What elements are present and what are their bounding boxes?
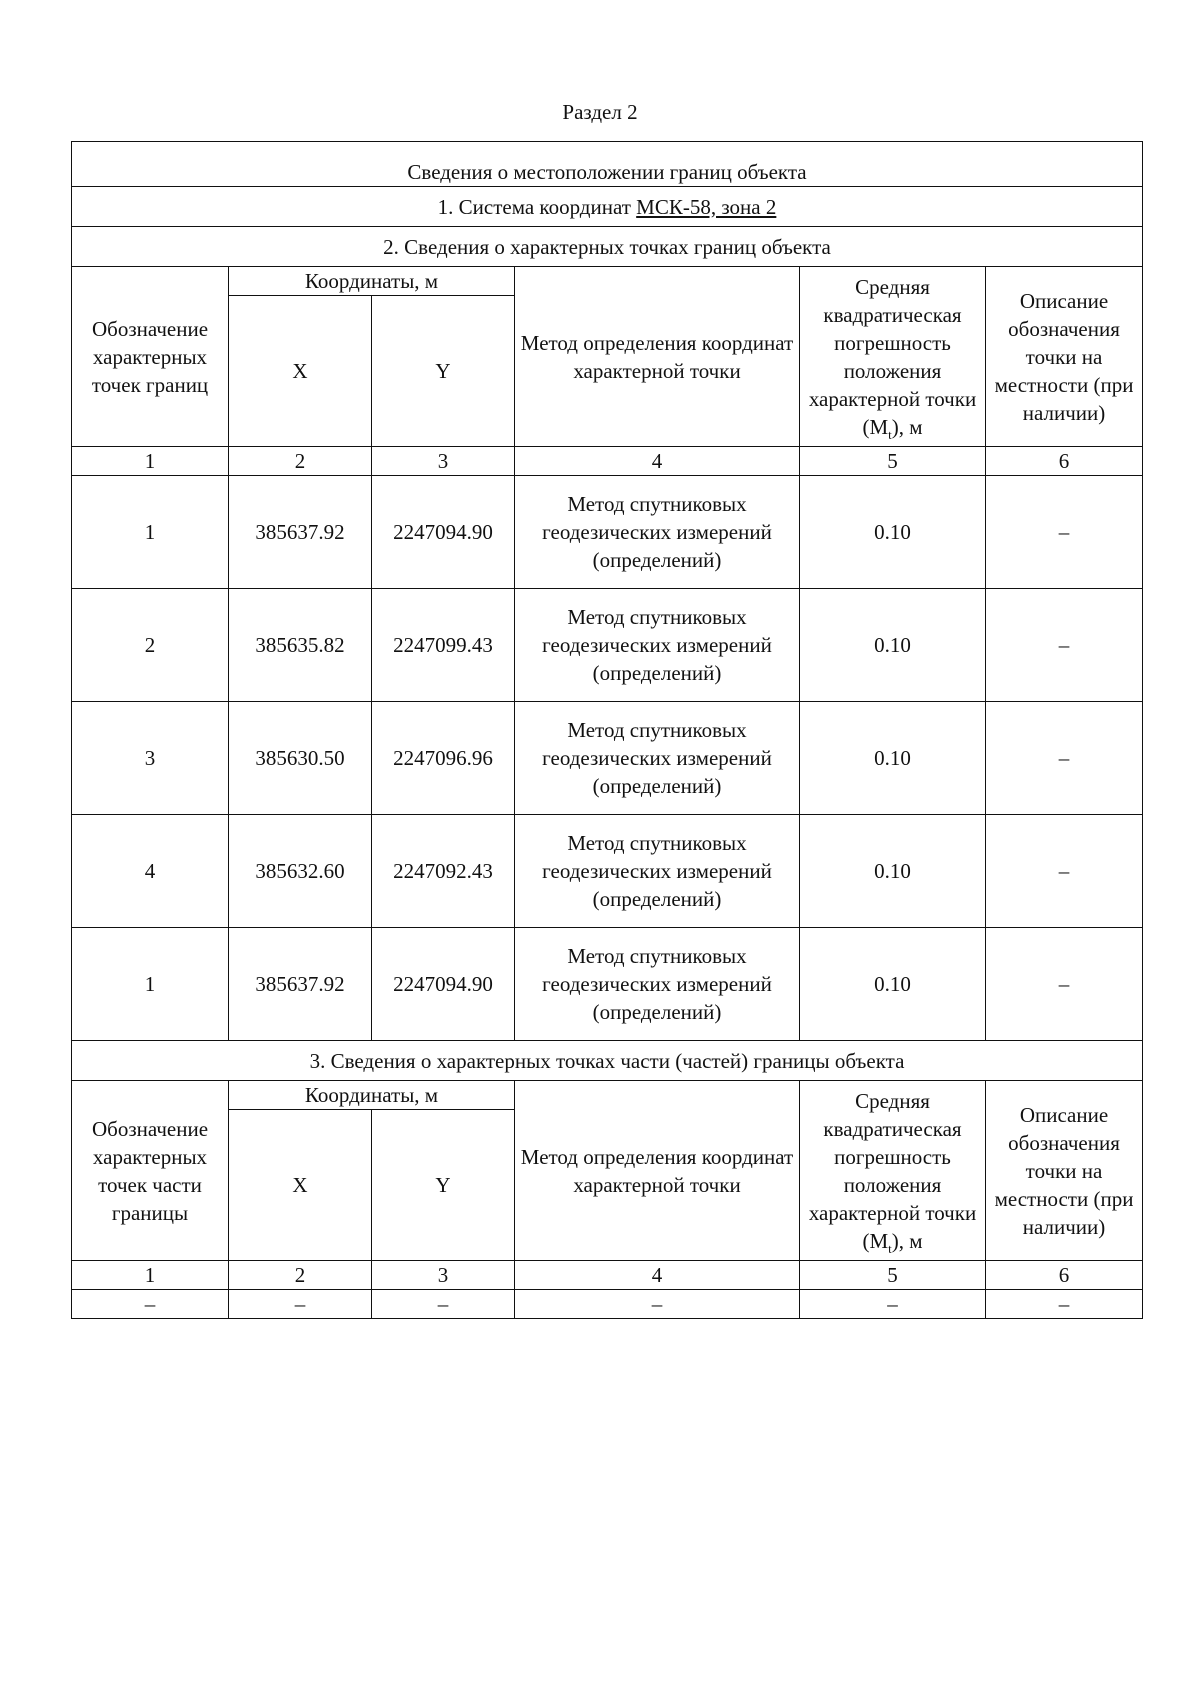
- cell-y: –: [372, 1290, 515, 1319]
- section2-header-designation: Обозначение характерных точек границ: [72, 267, 229, 447]
- cell-y: 2247094.90: [372, 476, 515, 589]
- cell-x: 385630.50: [229, 702, 372, 815]
- table-row: [72, 1290, 1143, 1319]
- error-label: Средняя квадратическая погрешность положения характерной точки (M: [808, 1088, 977, 1253]
- error-subscript: t: [888, 1240, 892, 1256]
- section2-header-coordinates: Координаты, м: [229, 267, 515, 296]
- table-row: [72, 928, 1143, 1041]
- cell-error: 0.10: [800, 476, 986, 589]
- column-number: 5: [800, 1261, 986, 1290]
- cell-description: –: [986, 815, 1143, 928]
- cell-error: 0.10: [800, 928, 986, 1041]
- cell-point: 3: [72, 702, 229, 815]
- cell-y: 2247094.90: [372, 928, 515, 1041]
- column-number: 3: [372, 447, 515, 476]
- section3-header-method: Метод определения координат характерной точки: [515, 1081, 800, 1261]
- section3-header-x: X: [229, 1110, 372, 1261]
- error-subscript: t: [888, 426, 892, 442]
- cell-point: 4: [72, 815, 229, 928]
- column-number: 1: [72, 1261, 229, 1290]
- cell-method: –: [515, 1290, 800, 1319]
- section2-header-x: X: [229, 296, 372, 447]
- cell-error: 0.10: [800, 702, 986, 815]
- cell-x: 385635.82: [229, 589, 372, 702]
- page-title: Раздел 2: [562, 100, 638, 124]
- section3-header-description: Описание обозначения точки на местности (при наличии): [986, 1081, 1143, 1261]
- section2-title: 2. Сведения о характерных точках границ объекта: [72, 227, 1143, 267]
- section3-header-y: Y: [372, 1110, 515, 1261]
- table-row: [72, 702, 1143, 815]
- column-number: 5: [800, 447, 986, 476]
- table-row: [72, 815, 1143, 928]
- cell-description: –: [986, 476, 1143, 589]
- cell-method: Метод спутниковых геодезических измерений (определений): [515, 702, 800, 815]
- cell-point: 1: [72, 476, 229, 589]
- cell-error: 0.10: [800, 815, 986, 928]
- column-number: 4: [515, 447, 800, 476]
- error-unit: ), м: [891, 414, 923, 439]
- section2-header-method: Метод определения координат характерной точки: [515, 267, 800, 447]
- cell-method: Метод спутниковых геодезических измерений (определений): [515, 815, 800, 928]
- cell-description: –: [986, 702, 1143, 815]
- cell-x: 385637.92: [229, 476, 372, 589]
- cell-x: 385637.92: [229, 928, 372, 1041]
- column-number: 3: [372, 1261, 515, 1290]
- cell-x: 385632.60: [229, 815, 372, 928]
- coordinate-system-value: МСК-58, зона 2: [636, 194, 777, 219]
- section2-header-y: Y: [372, 296, 515, 447]
- column-number: 6: [986, 447, 1143, 476]
- column-number: 2: [229, 447, 372, 476]
- cell-y: 2247092.43: [372, 815, 515, 928]
- error-label: Средняя квадратическая погрешность положения характерной точки (M: [808, 274, 977, 439]
- coordinate-system-label: 1. Система координат: [437, 194, 637, 219]
- cell-point: 2: [72, 589, 229, 702]
- section3-header-coordinates: Координаты, м: [229, 1081, 515, 1110]
- table-row: [72, 589, 1143, 702]
- boundary-table: [71, 141, 1143, 1319]
- column-number: 2: [229, 1261, 372, 1290]
- cell-description: –: [986, 1290, 1143, 1319]
- section3-header-designation: Обозначение характерных точек части границы: [72, 1081, 229, 1261]
- coordinate-system-row: [72, 187, 1143, 227]
- cell-description: –: [986, 928, 1143, 1041]
- cell-y: 2247099.43: [372, 589, 515, 702]
- cell-x: –: [229, 1290, 372, 1319]
- error-unit: ), м: [891, 1228, 923, 1253]
- section3-title: 3. Сведения о характерных точках части (частей) границы объекта: [72, 1041, 1143, 1081]
- cell-method: Метод спутниковых геодезических измерений (определений): [515, 589, 800, 702]
- cell-y: 2247096.96: [372, 702, 515, 815]
- table-title: Сведения о местоположении границ объекта: [72, 142, 1143, 187]
- cell-point: –: [72, 1290, 229, 1319]
- column-number: 6: [986, 1261, 1143, 1290]
- section3-header-error: [800, 1081, 986, 1261]
- cell-error: 0.10: [800, 589, 986, 702]
- cell-error: –: [800, 1290, 986, 1319]
- cell-point: 1: [72, 928, 229, 1041]
- cell-description: –: [986, 589, 1143, 702]
- cell-method: Метод спутниковых геодезических измерений (определений): [515, 928, 800, 1041]
- column-number: 1: [72, 447, 229, 476]
- section2-header-error: [800, 267, 986, 447]
- column-number: 4: [515, 1261, 800, 1290]
- cell-method: Метод спутниковых геодезических измерений (определений): [515, 476, 800, 589]
- section2-header-description: Описание обозначения точки на местности (при наличии): [986, 267, 1143, 447]
- table-row: [72, 476, 1143, 589]
